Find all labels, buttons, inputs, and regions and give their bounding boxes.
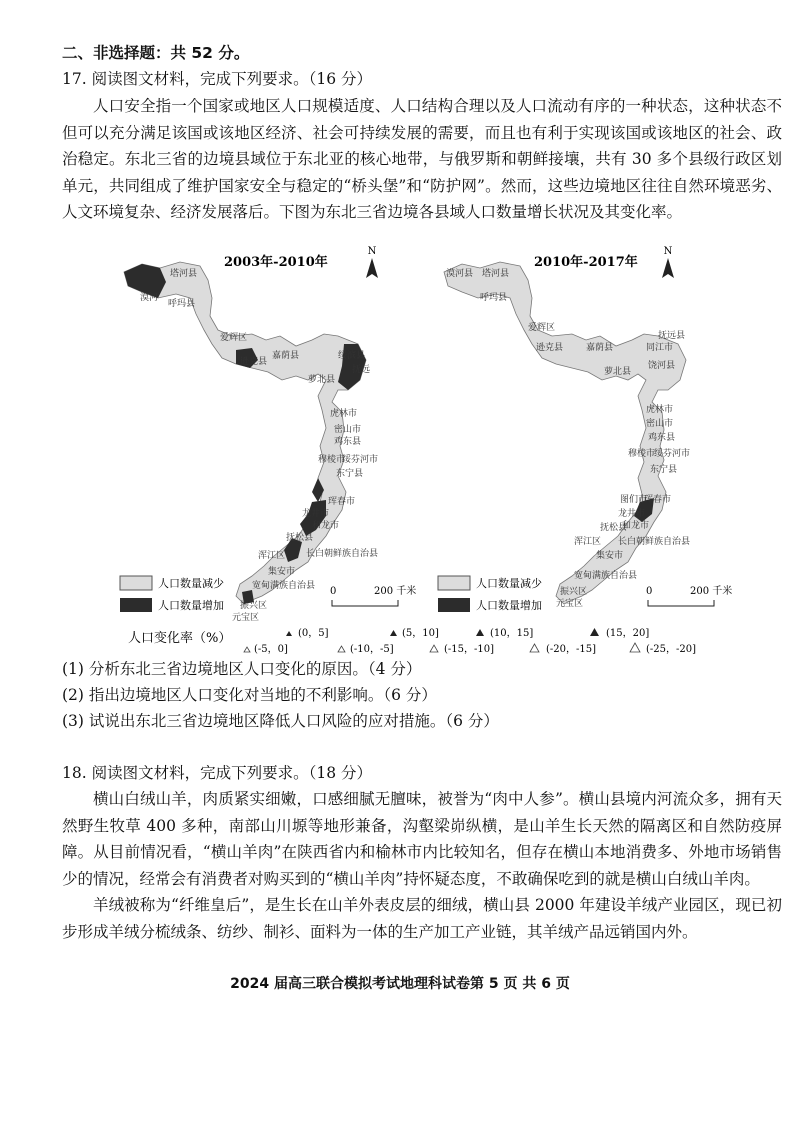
county-label: 嘉荫县 xyxy=(272,351,300,361)
county-label: 图们市 xyxy=(620,495,648,505)
rate-item: (-5，0] xyxy=(254,644,288,655)
county-label: 逊克县 xyxy=(536,343,564,353)
county-label: 绥芬河市 xyxy=(342,455,379,465)
county-label: 龙井市 xyxy=(618,509,646,519)
county-label: 东宁县 xyxy=(650,465,678,475)
legend-increase-swatch xyxy=(438,598,470,612)
county-label: 宽甸满族自治县 xyxy=(252,581,316,591)
up-triangle-icon xyxy=(590,628,599,636)
county-label: 抚松县 xyxy=(600,523,628,533)
left-map-title: 2003年-2010年 xyxy=(224,255,328,270)
up-triangle-icon xyxy=(286,631,292,636)
left-map xyxy=(120,246,416,623)
county-label: 塔河县 xyxy=(170,269,198,279)
county-label: 呼玛县 xyxy=(168,299,196,309)
rate-item: (0，5] xyxy=(298,628,329,639)
county-label: 虎林市 xyxy=(330,409,358,419)
legend-decrease-swatch xyxy=(438,576,470,590)
down-triangle-icon xyxy=(530,644,539,652)
county-label: 长白朝鲜族自治县 xyxy=(618,537,691,547)
rate-legend-label: 人口变化率（%） xyxy=(128,631,232,646)
county-label: 抚远 xyxy=(352,365,371,375)
scale-label: 200 千米 xyxy=(690,586,732,597)
county-label: 爱辉区 xyxy=(528,323,556,333)
county-label: 漠河县 xyxy=(446,269,474,279)
north-arrow-icon xyxy=(662,258,674,278)
county-label: 集安市 xyxy=(268,567,296,577)
left-scale-bar xyxy=(330,584,416,606)
county-label: 抚远县 xyxy=(658,331,686,341)
right-north-label: N xyxy=(663,246,673,257)
q17-paragraph-text: 人口安全指一个国家或地区人口规模适度、人口结构合理以及人口流动有序的一种状态，这种状态不但可以充分满足该国或该地区经济、社会可持续发展的需要，而且也有利于实现该国或该地区的社会、政治稳定。东北三省的边境县域位于东北亚的核心地带，与俄罗斯和朝鲜接壤，共有 30 多个县级行政区划单元，共同组成了维护国家安全与稳定的“桥头堡”和“防护网”。然而，这些边境地区往往自然环境恶劣、人文环境复杂、经济发展落后。下图为东北三省边境各县域人口数量增长状况及其变化率。 xyxy=(62,97,782,221)
county-label: 密山市 xyxy=(646,419,674,429)
legend-decrease-label: 人口数量减少 xyxy=(158,577,224,590)
county-label: 穆棱市 xyxy=(318,455,346,465)
county-label: 绥芬河市 xyxy=(654,449,691,459)
legend-increase-label: 人口数量增加 xyxy=(476,599,542,612)
rate-item: (-10，-5] xyxy=(350,644,394,655)
county-label: 漠河 xyxy=(140,293,159,303)
county-label: 振兴区 xyxy=(240,601,268,611)
county-label: 穆棱市 xyxy=(628,449,656,459)
north-arrow-icon xyxy=(366,258,378,278)
county-label: 塔河县 xyxy=(482,269,510,279)
county-label: 萝北县 xyxy=(308,375,336,385)
legend-increase-swatch xyxy=(120,598,152,612)
rate-legend xyxy=(128,626,728,656)
scale-zero: 0 xyxy=(330,586,337,597)
population-maps-figure xyxy=(112,240,732,660)
county-label: 浑江区 xyxy=(574,537,602,547)
right-scale-bar xyxy=(646,584,732,606)
county-label: 鸡东县 xyxy=(334,437,362,447)
county-label: 元宝区 xyxy=(232,613,260,623)
left-north-label: N xyxy=(367,246,377,257)
county-label: 和龙市 xyxy=(312,521,340,531)
county-label: 呼玛县 xyxy=(480,293,508,303)
q18-body xyxy=(62,786,782,945)
right-map-title: 2010年-2017年 xyxy=(534,255,638,270)
up-triangle-icon xyxy=(390,630,397,636)
down-triangle-icon xyxy=(244,647,250,652)
q18-title: 18. 阅读图文材料，完成下列要求。（18 分） xyxy=(62,764,372,782)
county-label: 宽甸满族自治县 xyxy=(574,571,638,581)
county-label: 长白朝鲜族自治县 xyxy=(306,549,379,559)
up-triangle-icon xyxy=(476,629,484,636)
county-label: 密山市 xyxy=(334,425,362,435)
rate-item: (10，15] xyxy=(490,628,534,639)
q17-title: 17. 阅读图文材料，完成下列要求。（16 分） xyxy=(62,70,372,88)
county-label: 萝北县 xyxy=(604,367,632,377)
county-label: 东宁县 xyxy=(336,469,364,479)
county-label: 鸡东县 xyxy=(648,433,676,443)
down-triangle-icon xyxy=(630,643,640,652)
q17-paragraph xyxy=(62,93,782,226)
county-label: 珲春市 xyxy=(644,495,672,505)
legend-increase-label: 人口数量增加 xyxy=(158,599,224,612)
scale-zero: 0 xyxy=(646,586,653,597)
rate-item: (-20，-15] xyxy=(546,644,597,655)
county-label: 浑江区 xyxy=(258,551,286,561)
legend-decrease-swatch xyxy=(120,576,152,590)
rate-item: (-25，-20] xyxy=(646,644,697,655)
q17-question-3: (3) 试说出东北三省边境地区降低人口风险的应对措施。（6 分） xyxy=(62,712,499,730)
population-maps-svg xyxy=(112,240,732,660)
county-label: 同江市 xyxy=(646,343,674,353)
page-footer: 2024 届高三联合模拟考试地理科试卷第 5 页 共 6 页 xyxy=(230,976,570,992)
legend-decrease-label: 人口数量减少 xyxy=(476,577,542,590)
down-triangle-icon xyxy=(338,646,345,652)
rate-item: (-15，-10] xyxy=(444,644,495,655)
county-label: 逊克县 xyxy=(240,357,268,367)
county-label: 绥滨县 xyxy=(338,351,366,361)
county-label: 龙井市 xyxy=(302,509,330,519)
county-label: 振兴区 xyxy=(560,587,588,597)
county-label: 虎林市 xyxy=(646,405,674,415)
down-triangle-icon xyxy=(430,645,438,652)
county-label: 饶河县 xyxy=(648,361,676,371)
scale-label: 200 千米 xyxy=(374,586,417,597)
right-north-arrow xyxy=(662,246,674,278)
rate-item: (5，10] xyxy=(402,628,439,639)
county-label: 珲春市 xyxy=(328,497,356,507)
county-label: 爱辉区 xyxy=(220,333,248,343)
q18-paragraph-2: 羊绒被称为“纤维皇后”，是生长在山羊外表皮层的细绒，横山县 2000 年建设羊绒产业园区，现已初步形成羊绒分梳绒条、纺纱、制衫、面料为一体的生产加工产业链，其羊绒产品远销国内外。 xyxy=(62,896,782,941)
q17-questions xyxy=(62,656,499,734)
rate-item: (15，20] xyxy=(606,628,650,639)
q18-paragraph-1: 横山白绒山羊，肉质紧实细嫩，口感细腻无膻味，被誉为“肉中人参”。横山县境内河流众多，拥有天然野生牧草 400 多种，南部山川塬等地形兼备，沟壑梁峁纵横，是山羊生长天然的隔离区和自然防疫屏障。从目前情况看，“横山羊肉”在陕西省内和榆林市内比较知名，但存在横山本地消费多、外地市场销售少的情况，经常会有消费者对购买到的“横山羊肉”持怀疑态度，不敢确保吃到的就是横山白绒山羊肉。 xyxy=(62,790,782,888)
q17-question-2: (2) 指出边境地区人口变化对当地的不利影响。（6 分） xyxy=(62,686,437,704)
county-label: 元宝区 xyxy=(556,599,584,609)
county-label: 集安市 xyxy=(596,551,624,561)
right-map xyxy=(438,246,732,612)
section-heading: 二、非选择题：共 52 分。 xyxy=(62,44,250,62)
county-label: 和龙市 xyxy=(622,521,650,531)
county-label: 抚松县 xyxy=(286,533,314,543)
county-label: 嘉荫县 xyxy=(586,343,614,353)
q17-question-1: (1) 分析东北三省边境地区人口变化的原因。（4 分） xyxy=(62,660,422,678)
rate-legend-svg xyxy=(128,626,728,656)
left-north-arrow xyxy=(366,246,378,278)
